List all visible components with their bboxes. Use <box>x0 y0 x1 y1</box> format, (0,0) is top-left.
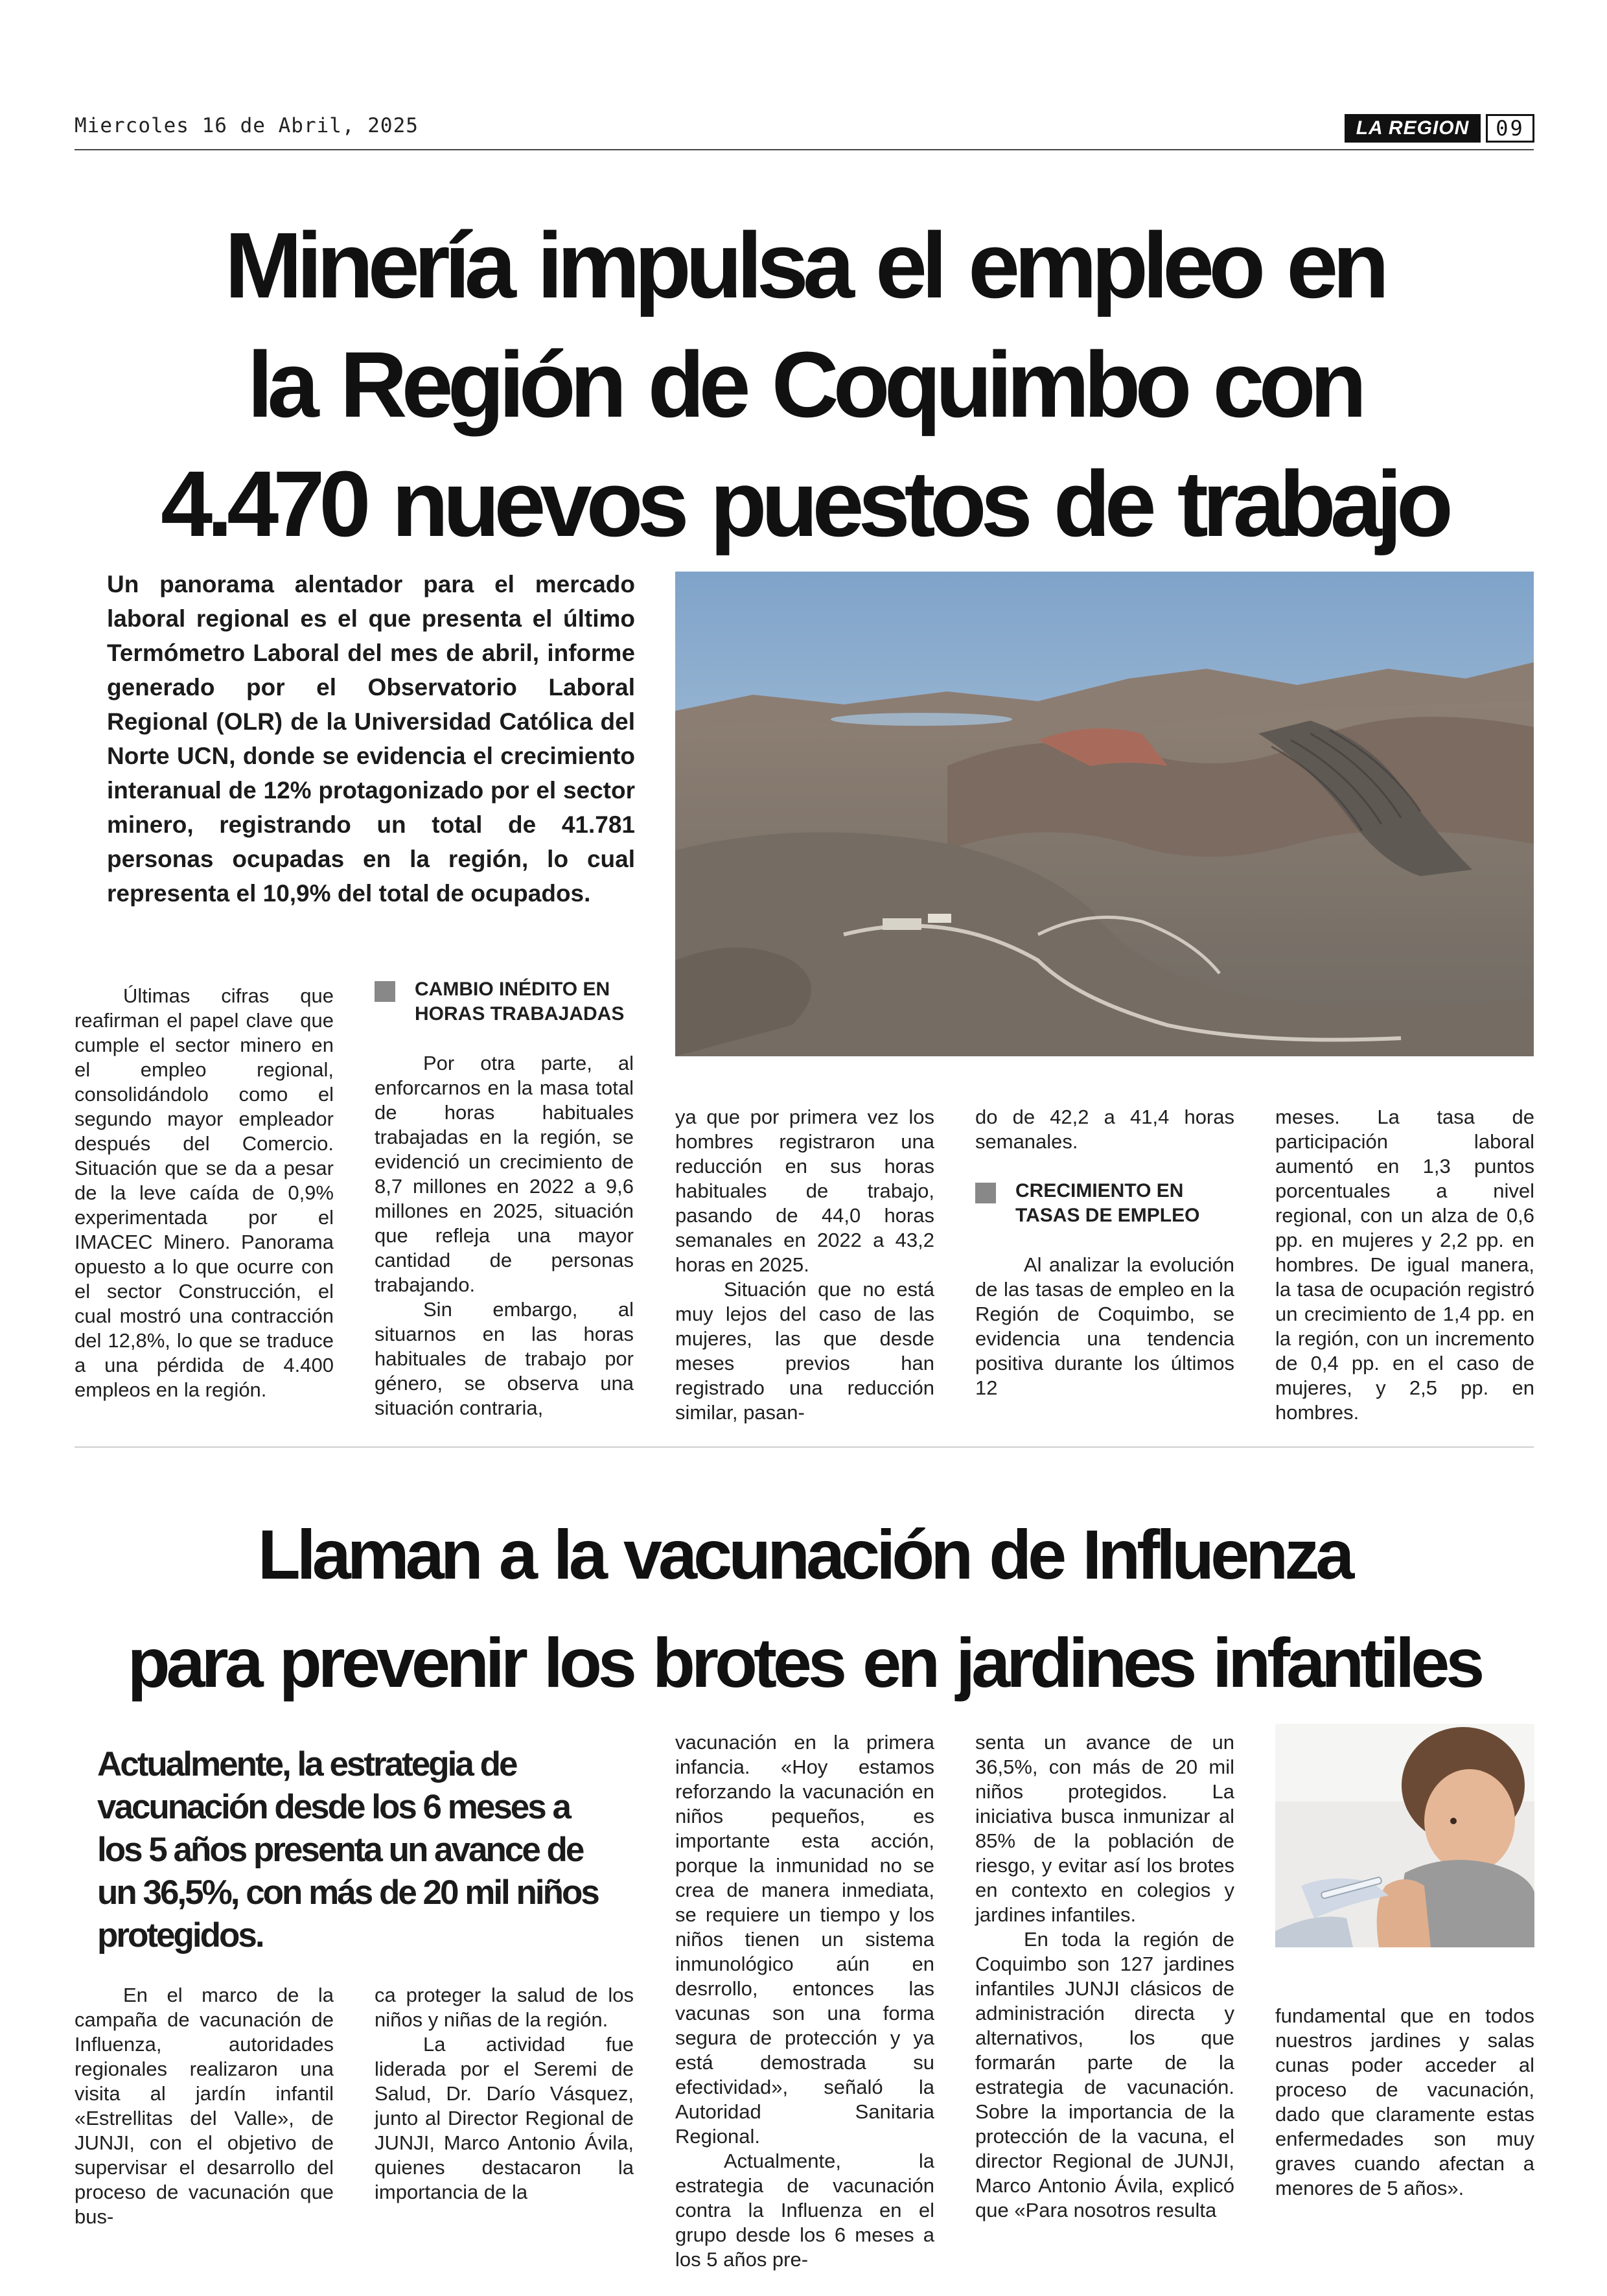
paragraph: Al analizar la evolución de las tasas de empleo en la Región de Coquimbo, se evidencia una tendencia positiva durante los últimos 12 <box>975 1253 1234 1399</box>
article1-column-3 <box>675 1105 934 1425</box>
paragraph: Por otra parte, al enforcarnos en la masa total de horas habituales trabajadas en la región, se evidenció un crecimiento de 8,7 millones en 2022 a 9,6 millones en 2025, situación que refleja una mayor cantidad de personas trabajando. <box>375 1052 634 1296</box>
article2-column-5 <box>1275 2004 1534 2201</box>
subheading-square-icon <box>975 1183 996 1203</box>
paragraph: En el marco de la campaña de vacunación de Influenza, autoridades regionales realizaron una visita al jardín infantil «Estrellitas del Valle», de JUNJI, con el objetivo de supervisar el desarrollo del proceso de vacunación que bus- <box>75 1984 334 2228</box>
masthead-logo: LA REGION <box>1345 114 1481 143</box>
headline-line: la Región de Coquimbo con <box>247 332 1361 437</box>
article2-column-1 <box>75 1983 334 2229</box>
subheading-block <box>975 1179 1234 1228</box>
subheading-tasas-empleo: CRECIMIENTO EN TASAS DE EMPLEO <box>1015 1180 1200 1226</box>
paragraph: Situación que no está muy lejos del caso de las mujeres, las que desde meses previos han registrado una reducción similar, pasan- <box>675 1278 934 1424</box>
headline-line: para prevenir los brotes en jardines infantiles <box>127 1623 1481 1702</box>
paragraph: ca proteger la salud de los niños y niñas de la región. <box>375 1984 634 2031</box>
paragraph: do de 42,2 a 41,4 horas semanales. <box>975 1106 1234 1153</box>
article-separator <box>75 1446 1534 1448</box>
article1-column-1 <box>75 984 334 1402</box>
article1-lead: Un panorama alentador para el mercado laboral regional es el que presenta el último Termómetro Laboral del mes de abril, informe generado por el Observatorio Laboral Regional (OLR) de la Universidad Católica del Norte UCN, donde se evidencia el crecimiento interanual de 12% protagonizado por el sector minero, registrando un total de 41.781 personas ocupadas en la región, lo cual representa el 10,9% del total de ocupados. <box>107 571 635 907</box>
article2-column-2 <box>375 1983 634 2205</box>
page-number: 09 <box>1486 114 1534 143</box>
paragraph: Últimas cifras que reafirman el papel clave que cumple el sector minero en el empleo regional, consolidándolo como el segundo mayor empleador después del Comercio. Situación que se da a pesar de la leve caída de 0,9% experimentada por el IMACEC Minero. Panorama opuesto a lo que ocurre con el sector Construcción, el cual mostró una contracción del 12,8%, lo que se traduce a una pérdida de 4.400 empleos en la región. <box>75 984 334 1401</box>
article1-column-4 <box>975 1105 1234 1400</box>
paragraph: Actualmente, la estrategia de vacunación contra la Influenza en el grupo desde los 6 meses a los 5 años pre- <box>675 2150 934 2271</box>
subheading-square-icon <box>375 981 395 1002</box>
child-vaccination-photo <box>1275 1724 1534 1947</box>
paragraph: Sin embargo, al situarnos en las horas habituales de trabajo por género, se observa una situación contraria, <box>375 1298 634 1419</box>
paragraph: fundamental que en todos nuestros jardines y salas cunas poder acceder al proceso de vacunación, dado que claramente estas enfermedades son muy graves cuando afectan a menores de 5 años». <box>1275 2004 1534 2199</box>
paragraph: ya que por primera vez los hombres registraron una reducción en sus horas habituales de trabajo, pasando de 44,0 horas semanales en 2022 a 43,2 horas en 2025. <box>675 1106 934 1276</box>
article2-column-4 <box>975 1730 1234 2223</box>
subheading-horas-trabajadas: CAMBIO INÉDITO EN HORAS TRABAJADAS <box>415 979 625 1025</box>
headline-line: Minería impulsa el empleo en <box>224 213 1384 318</box>
article1-headline <box>75 206 1534 564</box>
paragraph: La actividad fue liderada por el Seremi de Salud, Dr. Darío Vásquez, junto al Director Regional de JUNJI, Marco Antonio Ávila, quienes destacaron la importancia de la <box>375 2033 634 2203</box>
paragraph: En toda la región de Coquimbo son 127 jardines infantiles JUNJI clásicos de administración directa y alternativos, los que formarán parte de la estrategia de vacunación. Sobre la importancia de la protección de la vacuna, el director Regional de JUNJI, Marco Antonio Ávila, explicó que «Para nosotros resulta <box>975 1928 1234 2221</box>
paragraph: senta un avance de un 36,5%, con más de 20 mil niños protegidos. La iniciativa busca inmunizar al 85% de la población de riesgo, y evitar así los brotes en contexto en colegios y jardines infantiles. <box>975 1731 1234 1926</box>
headline-line: 4.470 nuevos puestos de trabajo <box>161 452 1448 556</box>
article1-column-5 <box>1275 1105 1534 1425</box>
issue-date: Miercoles 16 de Abril, 2025 <box>75 114 419 137</box>
article2-column-3 <box>675 1730 934 2272</box>
paragraph: vacunación en la primera infancia. «Hoy estamos reforzando la vacunación en niños pequeños, es importante esta acción, porque la inmunidad no se crea de manera inmediata, se requiere un tiempo y los niños tienen un sistema inmunológico aún en desrrollo, entonces las vacunas son una forma segura de protección y ya está demostrada su efectividad», señaló la Autoridad Sanitaria Regional. <box>675 1731 934 2148</box>
mining-landscape-photo <box>675 572 1534 1056</box>
article2-headline <box>75 1500 1534 1717</box>
subheading-block <box>375 977 634 1026</box>
article1-column-2 <box>375 977 634 1421</box>
header-rule <box>75 149 1534 150</box>
headline-line: Llaman a la vacunación de Influenza <box>257 1515 1351 1594</box>
article2-lead: Actualmente, la estrategia de vacunación desde los 6 meses a los 5 años presenta un avance de un 36,5%, con más de 20 mil niños protegidos. <box>97 1745 598 1954</box>
paragraph: meses. La tasa de participación laboral aumentó en 1,3 puntos porcentuales a nivel regional, con un alza de 0,6 pp. en mujeres y 2,2 pp. en hombres. De igual manera, la tasa de ocupación registró un crecimiento de 1,4 pp. en la región, con un incremento de 0,4 pp. en el caso de mujeres, y 2,5 pp. en hombres. <box>1275 1106 1534 1424</box>
